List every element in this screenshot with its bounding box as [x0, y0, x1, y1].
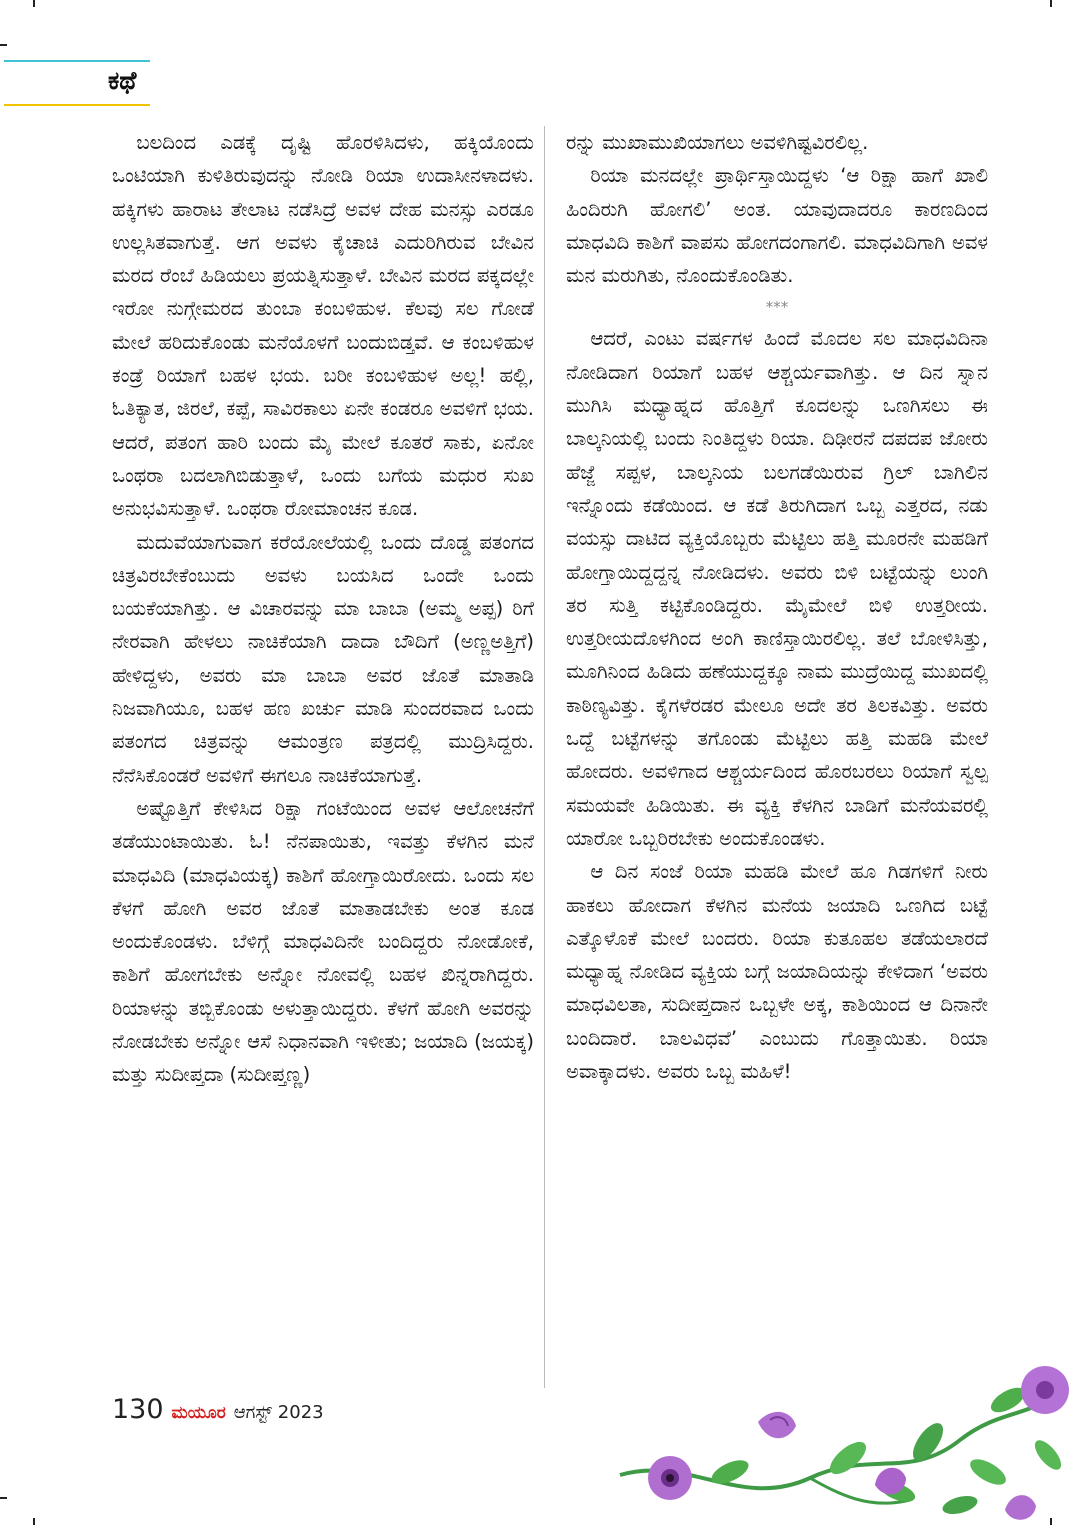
- paragraph: ಬಲದಿಂದ ಎಡಕ್ಕೆ ದೃಷ್ಟಿ ಹೊರಳಿಸಿದಳು, ಹಕ್ಕಿಯೊಂದು ಒಂಟಿಯಾಗಿ ಕುಳಿತಿರುವುದನ್ನು ನೋಡಿ ರಿಯಾ ಉದಾಸೀನಳಾದಳು. ಹಕ್ಕಿಗಳು ಹಾರಾಟ ತೇಲಾಟ ನಡೆಸಿದ್ರೆ ಅವಳ ದೇಹ ಮನಸ್ಸು ಎರಡೂ ಉಲ್ಲಸಿತವಾಗುತ್ತೆ. ಆಗ ಅವಳು ಕೈಚಾಚಿ ಎದುರಿಗಿರುವ ಬೇವಿನ ಮರದ ರೆಂಬೆ ಹಿಡಿಯಲು ಪ್ರಯತ್ನಿಸುತ್ತಾಳೆ. ಬೇವಿನ ಮರದ ಪಕ್ಕದಲ್ಲೇ ಇರೋ ನುಗ್ಗೇಮರದ ತುಂಬಾ ಕಂಬಳಿಹುಳ. ಕೆಲವು ಸಲ ಗೋಡೆ ಮೇಲೆ ಹರಿದುಕೊಂಡು ಮನೆಯೊಳಗೆ ಬಂದುಬಿಡ್ತವೆ. ಆ ಕಂಬಳಿಹುಳ ಕಂಡ್ರೆ ರಿಯಾಗೆ ಬಹಳ ಭಯ. ಬರೀ ಕಂಬಳಿಹುಳ ಅಲ್ಲ! ಹಲ್ಲಿ, ಓತಿಕ್ಯಾತ, ಜಿರಲೆ, ಕಪ್ಪೆ, ಸಾವಿರಕಾಲು ಏನೇ ಕಂಡರೂ ಅವಳಿಗೆ ಭಯ. ಆದರೆ, ಪತಂಗ ಹಾರಿ ಬಂದು ಮೈ ಮೇಲೆ ಕೂತರೆ ಸಾಕು, ಏನೋ ಒಂಥರಾ ಬದಲಾಗಿಬಿಡುತ್ತಾಳೆ, ಒಂದು ಬಗೆಯ ಮಧುರ ಸುಖ ಅನುಭವಿಸುತ್ತಾಳೆ. ಒಂಥರಾ ರೋಮಾಂಚನ ಕೂಡ.: [112, 131, 534, 521]
- section-separator: ***: [765, 298, 789, 317]
- issue-date: ಆಗಸ್ಟ್ 2023: [233, 1402, 324, 1423]
- crop-mark: [33, 1518, 35, 1525]
- paragraph: ರಿಯಾ ಮನದಲ್ಲೇ ಪ್ರಾರ್ಥಿಸ್ತಾಯಿದ್ದಳು ‘ಆ ರಿಕ್ಷಾ ಹಾಗೆ ಖಾಲಿ ಹಿಂದಿರುಗಿ ಹೋಗಲಿ’ ಅಂತ. ಯಾವುದಾದರೂ ಕಾರಣದಿಂದ ಮಾಧವಿದಿ ಕಾಶಿಗೆ ವಾಪಸು ಹೋಗದಂಗಾಗಲಿ. ಮಾಧವಿದಿಗಾಗಿ ಅವಳ ಮನ ಮರುಗಿತು, ನೊಂದುಕೊಂಡಿತು.: [566, 164, 988, 288]
- crop-mark: [33, 0, 35, 7]
- paragraph: ರನ್ನು ಮುಖಾಮುಖಿಯಾಗಲು ಅವಳಿಗಿಷ್ಟವಿರಲಿಲ್ಲ.: [566, 131, 869, 154]
- paragraph: ಆದರೆ, ಎಂಟು ವರ್ಷಗಳ ಹಿಂದೆ ಮೊದಲ ಸಲ ಮಾಧವಿದಿನಾ ನೋಡಿದಾಗ ರಿಯಾಗೆ ಬಹಳ ಆಶ್ಚರ್ಯವಾಗಿತ್ತು. ಆ ದಿನ ಸ್ನಾನ ಮುಗಿಸಿ ಮಧ್ಯಾಹ್ನದ ಹೊತ್ತಿಗೆ ಕೂದಲನ್ನು ಒಣಗಿಸಲು ಈ ಬಾಲ್ಕನಿಯಲ್ಲಿ ಬಂದು ನಿಂತಿದ್ದಳು ರಿಯಾ. ದಿಢೀರನೆ ದಪದಪ ಜೋರು ಹೆಜ್ಜೆ ಸಪ್ಪಳ, ಬಾಲ್ಕನಿಯ ಬಲಗಡೆಯಿರುವ ಗ್ರಿಲ್ ಬಾಗಿಲಿನ ಇನ್ನೊಂದು ಕಡೆಯಿಂದ. ಆ ಕಡೆ ತಿರುಗಿದಾಗ ಒಬ್ಬ ಎತ್ತರದ, ನಡು ವಯಸ್ಸು ದಾಟಿದ ವ್ಯಕ್ತಿಯೊಬ್ಬರು ಮೆಟ್ಟಿಲು ಹತ್ತಿ ಮೂರನೇ ಮಹಡಿಗೆ ಹೋಗ್ತಾಯಿದ್ದದ್ದನ್ನ ನೋಡಿದಳು. ಅವರು ಬಿಳಿ ಬಟ್ಟೆಯನ್ನು ಲುಂಗಿ ತರ ಸುತ್ತಿ ಕಟ್ಟಿಕೊಂಡಿದ್ದರು. ಮೈಮೇಲೆ ಬಿಳಿ ಉತ್ತರೀಯ. ಉತ್ತರೀಯದೊಳಗಿಂದ ಅಂಗಿ ಕಾಣಿಸ್ತಾಯಿರಲಿಲ್ಲ. ತಲೆ ಬೋಳಿಸಿತ್ತು, ಮೂಗಿನಿಂದ ಹಿಡಿದು ಹಣೆಯುದ್ದಕ್ಕೂ ನಾಮ ಮುದ್ರೆಯಿದ್ದ ಮುಖದಲ್ಲಿ ಕಾಠಿಣ್ಯವಿತ್ತು. ಕೈಗಳೆರಡರ ಮೇಲೂ ಅದೇ ತರ ತಿಲಕವಿತ್ತು. ಅವರು ಒದ್ದೆ ಬಟ್ಟೆಗಳನ್ನು ತಗೊಂಡು ಮೆಟ್ಟಿಲು ಹತ್ತಿ ಮಹಡಿ ಮೇಲೆ ಹೋದರು. ಅವಳಿಗಾದ ಆಶ್ಚರ್ಯದಿಂದ ಹೊರಬರಲು ರಿಯಾಗೆ ಸ್ವಲ್ಪ ಸಮಯವೇ ಹಿಡಿಯಿತು. ಈ ವ್ಯಕ್ತಿ ಕೆಳಗಿನ ಬಾಡಿಗೆ ಮನೆಯವರಲ್ಲಿ ಯಾರೋ ಒಬ್ಬರಿರಬೇಕು ಅಂದುಕೊಂಡಳು.: [566, 327, 988, 850]
- leaf-shape: [966, 1454, 1010, 1490]
- left-column: [112, 126, 534, 1388]
- paragraph: ಅಷ್ಟೊತ್ತಿಗೆ ಕೇಳಿಸಿದ ರಿಕ್ಷಾ ಗಂಟೆಯಿಂದ ಅವಳ ಆಲೋಚನೆಗೆ ತಡೆಯುಂಟಾಯಿತು. ಓ! ನೆನಪಾಯಿತು, ಇವತ್ತು ಕೆಳಗಿನ ಮನೆ ಮಾಧವಿದಿ (ಮಾಧವಿಯಕ್ಕ) ಕಾಶಿಗೆ ಹೋಗ್ತಾಯಿರೋದು. ಒಂದು ಸಲ ಕೆಳಗೆ ಹೋಗಿ ಅವರ ಜೊತೆ ಮಾತಾಡಬೇಕು ಅಂತ ಕೂಡ ಅಂದುಕೊಂಡಳು. ಬೆಳಿಗ್ಗೆ ಮಾಧವಿದಿನೇ ಬಂದಿದ್ದರು ನೋಡೋಕೆ, ಕಾಶಿಗೆ ಹೋಗಬೇಕು ಅನ್ನೋ ನೋವಲ್ಲಿ ಬಹಳ ಖಿನ್ನರಾಗಿದ್ದರು. ರಿಯಾಳನ್ನು ತಬ್ಬಿಕೊಂಡು ಅಳುತ್ತಾಯಿದ್ದರು. ಕೆಳಗೆ ಹೋಗಿ ಅವರನ್ನು ನೋಡಬೇಕು ಅನ್ನೋ ಆಸೆ ನಿಧಾನವಾಗಿ ಇಳೀತು; ಜಯಾದಿ (ಜಯಕ್ಕ) ಮತ್ತು ಸುದೀಪ್ತದಾ (ಸುದೀಪ್ತಣ್ಣ): [112, 796, 534, 1087]
- right-column: [566, 126, 988, 1388]
- magazine-logo: ಮಯೂರ: [171, 1403, 226, 1423]
- leaf-shape: [825, 1436, 872, 1480]
- flower-bloom: [648, 1456, 692, 1500]
- paragraph: ಆ ದಿನ ಸಂಜೆ ರಿಯಾ ಮಹಡಿ ಮೇಲೆ ಹೂ ಗಿಡಗಳಿಗೆ ನೀರು ಹಾಕಲು ಹೋದಾಗ ಕೆಳಗಿನ ಮನೆಯ ಜಯಾದಿ ಒಣಗಿದ ಬಟ್ಟೆ ಎತ್ಕೊಳೊಕೆ ಮೇಲೆ ಬಂದರು. ರಿಯಾ ಕುತೂಹಲ ತಡೆಯಲಾರದೆ ಮಧ್ಯಾಹ್ನ ನೋಡಿದ ವ್ಯಕ್ತಿಯ ಬಗ್ಗೆ ಜಯಾದಿಯನ್ನು ಕೇಳಿದಾಗ ‘ಅವರು ಮಾಧವಿಲತಾ, ಸುದೀಪ್ತದಾನ ಒಬ್ಬಳೇ ಅಕ್ಕ, ಕಾಶಿಯಿಂದ ಆ ದಿನಾನೇ ಬಂದಿದಾರೆ. ಬಾಲವಿಧವೆ’ ಎಂಬುದು ಗೊತ್ತಾಯಿತು. ರಿಯಾ ಅವಾಕ್ಕಾದಳು. ಅವರು ಒಬ್ಬ ಮಹಿಳೆ!: [566, 860, 988, 1084]
- page-footer: [112, 1394, 324, 1425]
- paragraph: ಮದುವೆಯಾಗುವಾಗ ಕರೆಯೋಲೆಯಲ್ಲಿ ಒಂದು ದೊಡ್ಡ ಪತಂಗದ ಚಿತ್ರವಿರಬೇಕೆಂಬುದು ಅವಳು ಬಯಸಿದ ಒಂದೇ ಒಂದು ಬಯಕೆಯಾಗಿತ್ತು. ಆ ವಿಚಾರವನ್ನು ಮಾ ಬಾಬಾ (ಅಮ್ಮ ಅಪ್ಪ) ರಿಗೆ ನೇರವಾಗಿ ಹೇಳಲು ನಾಚಿಕೆಯಾಗಿ ದಾದಾ ಬೌದಿಗೆ (ಅಣ್ಣಅತ್ತಿಗೆ) ಹೇಳಿದ್ದಳು, ಅವರು ಮಾ ಬಾಬಾ ಅವರ ಜೊತೆ ಮಾತಾಡಿ ನಿಜವಾಗಿಯೂ, ಬಹಳ ಹಣ ಖರ್ಚು ಮಾಡಿ ಸುಂದರವಾದ ಒಂದು ಪತಂಗದ ಚಿತ್ರವನ್ನು ಆಮಂತ್ರಣ ಪತ್ರದಲ್ಲಿ ಮುದ್ರಿಸಿದ್ದರು. ನೆನೆಸಿಕೊಂಡರೆ ಅವಳಿಗೆ ಈಗಲೂ ನಾಚಿಕೆಯಾಗುತ್ತೆ.: [112, 530, 534, 787]
- flower-bloom: [758, 1412, 796, 1438]
- page-number: 130: [112, 1394, 164, 1425]
- crop-mark: [0, 44, 7, 46]
- leaf-shape: [941, 1493, 980, 1518]
- crop-mark: [1050, 0, 1052, 7]
- flower-bloom: [1021, 1366, 1069, 1414]
- flower-bloom: [1005, 1495, 1036, 1520]
- flower-vine-illustration: [610, 1360, 1072, 1525]
- leaf-shape: [1030, 1436, 1065, 1474]
- section-label: ಕಥೆ: [108, 66, 137, 95]
- crop-mark: [0, 1497, 7, 1499]
- column-divider: [544, 126, 545, 1388]
- header-rule-top: [4, 60, 150, 62]
- header-rule-bottom: [4, 104, 150, 106]
